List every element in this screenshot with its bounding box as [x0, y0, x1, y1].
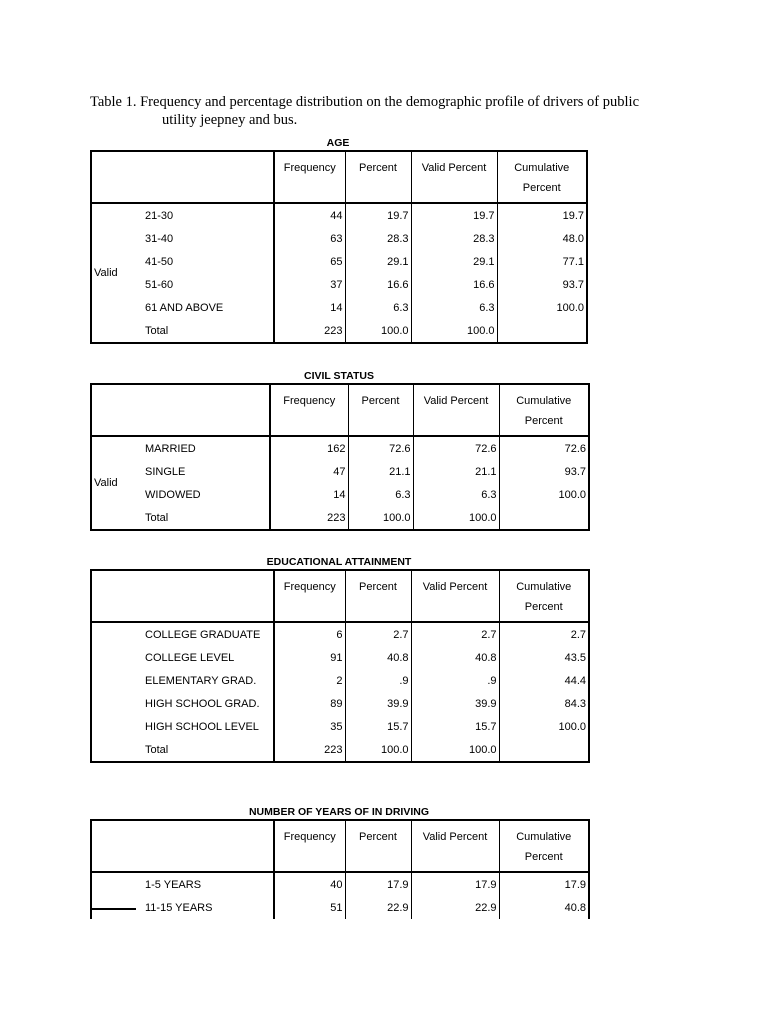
- row-percent: 29.1: [345, 250, 411, 273]
- age-group-label: Valid: [94, 267, 118, 279]
- age-header-percent: Percent: [345, 151, 411, 203]
- row-cumulative: 44.4: [564, 674, 586, 687]
- table-row: [91, 646, 589, 669]
- row-valid-percent: 6.3: [411, 296, 497, 319]
- table-row: [91, 896, 589, 919]
- row-valid-percent: 2.7: [411, 622, 499, 646]
- row-valid-percent: 100.0: [411, 319, 497, 343]
- table-caption: [90, 93, 690, 129]
- age-header-valid-percent: Valid Percent: [411, 151, 497, 203]
- row-cumulative: [497, 319, 587, 343]
- row-label: 21-30: [137, 203, 274, 227]
- row-label: Total: [137, 506, 270, 530]
- education-header-corner: [91, 570, 274, 622]
- age-header-cumulative: [497, 151, 587, 203]
- row-label: 61 AND ABOVE: [137, 296, 274, 319]
- row-cumulative: 48.0: [562, 232, 584, 245]
- row-percent: 16.6: [345, 273, 411, 296]
- row-valid-percent: 22.9: [411, 896, 499, 919]
- row-label: 41-50: [137, 250, 274, 273]
- row-cumulative: [499, 506, 589, 530]
- civil-header-frequency: Frequency: [270, 384, 348, 436]
- education-table: [90, 569, 590, 763]
- row-cumulative: 2.7: [570, 628, 586, 641]
- years-header-valid-percent: Valid Percent: [411, 820, 499, 872]
- row-frequency: 44: [274, 203, 345, 227]
- caption-line-1: Table 1. Frequency and percentage distribution on the demographic profile of drivers of public: [90, 94, 640, 110]
- row-label: Total: [137, 738, 274, 762]
- years-header-cumulative: [499, 820, 589, 872]
- row-valid-percent: 39.9: [411, 692, 499, 715]
- row-label: COLLEGE GRADUATE: [137, 622, 274, 646]
- row-valid-percent: 6.3: [413, 483, 499, 506]
- row-label: HIGH SCHOOL GRAD.: [137, 692, 274, 715]
- row-percent: 15.7: [345, 715, 411, 738]
- row-valid-percent: 17.9: [411, 872, 499, 896]
- row-percent: 100.0: [345, 319, 411, 343]
- row-frequency: 63: [274, 227, 345, 250]
- table-row: [91, 872, 589, 896]
- row-cumulative: 17.9: [564, 878, 586, 891]
- table-row: [91, 296, 587, 319]
- row-percent: 39.9: [345, 692, 411, 715]
- row-cumulative: 93.7: [562, 278, 584, 291]
- row-frequency: 162: [270, 436, 348, 460]
- row-frequency: 65: [274, 250, 345, 273]
- age-table-title: AGE: [326, 137, 350, 149]
- row-frequency: 2: [274, 669, 345, 692]
- row-frequency: 47: [270, 460, 348, 483]
- row-cumulative: [499, 738, 589, 762]
- civil-group-label: Valid: [94, 477, 118, 489]
- row-valid-percent: 16.6: [411, 273, 497, 296]
- cumulative-label-2: Percent: [524, 415, 563, 427]
- table-row-total: [91, 506, 589, 530]
- caption-line-2: utility jeepney and bus.: [162, 112, 298, 128]
- years-group-cell: [91, 872, 137, 919]
- table-row: [91, 436, 589, 460]
- civil-header-valid-percent: Valid Percent: [413, 384, 499, 436]
- education-header-valid-percent: Valid Percent: [411, 570, 499, 622]
- row-label: ELEMENTARY GRAD.: [137, 669, 274, 692]
- row-percent: 21.1: [348, 460, 413, 483]
- civil-header-corner: [91, 384, 270, 436]
- row-frequency: 14: [274, 296, 345, 319]
- row-valid-percent: 15.7: [411, 715, 499, 738]
- table-row: [91, 273, 587, 296]
- row-percent: 28.3: [345, 227, 411, 250]
- age-header-corner: [91, 151, 274, 203]
- row-percent: 40.8: [345, 646, 411, 669]
- cumulative-label-1: Cumulative: [516, 395, 572, 407]
- years-table-title: NUMBER OF YEARS OF IN DRIVING: [248, 806, 430, 818]
- table-row: [91, 460, 589, 483]
- row-label: 31-40: [137, 227, 274, 250]
- row-percent: 6.3: [348, 483, 413, 506]
- civil-header-cumulative: [499, 384, 589, 436]
- years-header-frequency: Frequency: [274, 820, 345, 872]
- row-valid-percent: 72.6: [413, 436, 499, 460]
- row-label: Total: [137, 319, 274, 343]
- row-percent: 100.0: [345, 738, 411, 762]
- row-valid-percent: 19.7: [411, 203, 497, 227]
- row-cumulative: 100.0: [558, 488, 586, 501]
- row-cumulative: 84.3: [564, 697, 586, 710]
- table-row-total: [91, 738, 589, 762]
- row-cumulative: 43.5: [564, 651, 586, 664]
- row-frequency: 51: [274, 896, 345, 919]
- row-percent: 100.0: [348, 506, 413, 530]
- row-cumulative: 100.0: [556, 301, 584, 314]
- row-valid-percent: 29.1: [411, 250, 497, 273]
- cumulative-label-2: Percent: [524, 851, 563, 863]
- cumulative-label-2: Percent: [522, 182, 561, 194]
- row-frequency: 35: [274, 715, 345, 738]
- row-percent: 6.3: [345, 296, 411, 319]
- table-row: [91, 227, 587, 250]
- table-row: [91, 203, 587, 227]
- table-row: [91, 692, 589, 715]
- row-valid-percent: .9: [411, 669, 499, 692]
- years-header-row: [91, 820, 589, 872]
- years-table: [90, 819, 590, 919]
- row-frequency: 6: [274, 622, 345, 646]
- age-table: [90, 150, 588, 344]
- row-frequency: 91: [274, 646, 345, 669]
- row-label: SINGLE: [137, 460, 270, 483]
- row-frequency: 223: [274, 319, 345, 343]
- row-frequency: 37: [274, 273, 345, 296]
- age-header-row: [91, 151, 587, 203]
- cumulative-label-2: Percent: [524, 601, 563, 613]
- education-header-frequency: Frequency: [274, 570, 345, 622]
- row-label: COLLEGE LEVEL: [137, 646, 274, 669]
- row-label: MARRIED: [137, 436, 270, 460]
- cumulative-label-1: Cumulative: [514, 162, 570, 174]
- table-cut-line: [90, 908, 136, 910]
- age-header-frequency: Frequency: [274, 151, 345, 203]
- table-row: [91, 622, 589, 646]
- row-cumulative: 77.1: [562, 255, 584, 268]
- cumulative-label-1: Cumulative: [516, 831, 572, 843]
- row-cumulative: 40.8: [564, 901, 586, 914]
- row-percent: 19.7: [345, 203, 411, 227]
- row-label: 11-15 YEARS: [137, 896, 274, 919]
- row-valid-percent: 100.0: [411, 738, 499, 762]
- row-valid-percent: 100.0: [413, 506, 499, 530]
- row-label: 51-60: [137, 273, 274, 296]
- row-cumulative: 72.6: [564, 442, 586, 455]
- row-cumulative: 100.0: [558, 720, 586, 733]
- civil-table-title: CIVIL STATUS: [303, 370, 374, 382]
- row-valid-percent: 21.1: [413, 460, 499, 483]
- education-header-row: [91, 570, 589, 622]
- row-percent: 2.7: [345, 622, 411, 646]
- table-row: [91, 483, 589, 506]
- education-header-cumulative: [499, 570, 589, 622]
- education-table-title: EDUCATIONAL ATTAINMENT: [266, 556, 412, 568]
- civil-header-row: [91, 384, 589, 436]
- row-frequency: 14: [270, 483, 348, 506]
- civil-status-table: [90, 383, 590, 531]
- row-label: WIDOWED: [137, 483, 270, 506]
- years-header-corner: [91, 820, 274, 872]
- row-percent: 22.9: [345, 896, 411, 919]
- row-label: 1-5 YEARS: [137, 872, 274, 896]
- row-frequency: 223: [270, 506, 348, 530]
- row-frequency: 89: [274, 692, 345, 715]
- table-row: [91, 715, 589, 738]
- row-percent: 17.9: [345, 872, 411, 896]
- row-cumulative: 19.7: [562, 209, 584, 222]
- row-valid-percent: 40.8: [411, 646, 499, 669]
- table-row: [91, 669, 589, 692]
- education-header-percent: Percent: [345, 570, 411, 622]
- row-percent: .9: [345, 669, 411, 692]
- table-row: [91, 250, 587, 273]
- row-percent: 72.6: [348, 436, 413, 460]
- education-group-cell: [91, 622, 137, 762]
- row-label: HIGH SCHOOL LEVEL: [137, 715, 274, 738]
- civil-header-percent: Percent: [348, 384, 413, 436]
- row-frequency: 40: [274, 872, 345, 896]
- row-valid-percent: 28.3: [411, 227, 497, 250]
- table-row-total: [91, 319, 587, 343]
- cumulative-label-1: Cumulative: [516, 581, 572, 593]
- row-frequency: 223: [274, 738, 345, 762]
- row-cumulative: 93.7: [564, 465, 586, 478]
- years-header-percent: Percent: [345, 820, 411, 872]
